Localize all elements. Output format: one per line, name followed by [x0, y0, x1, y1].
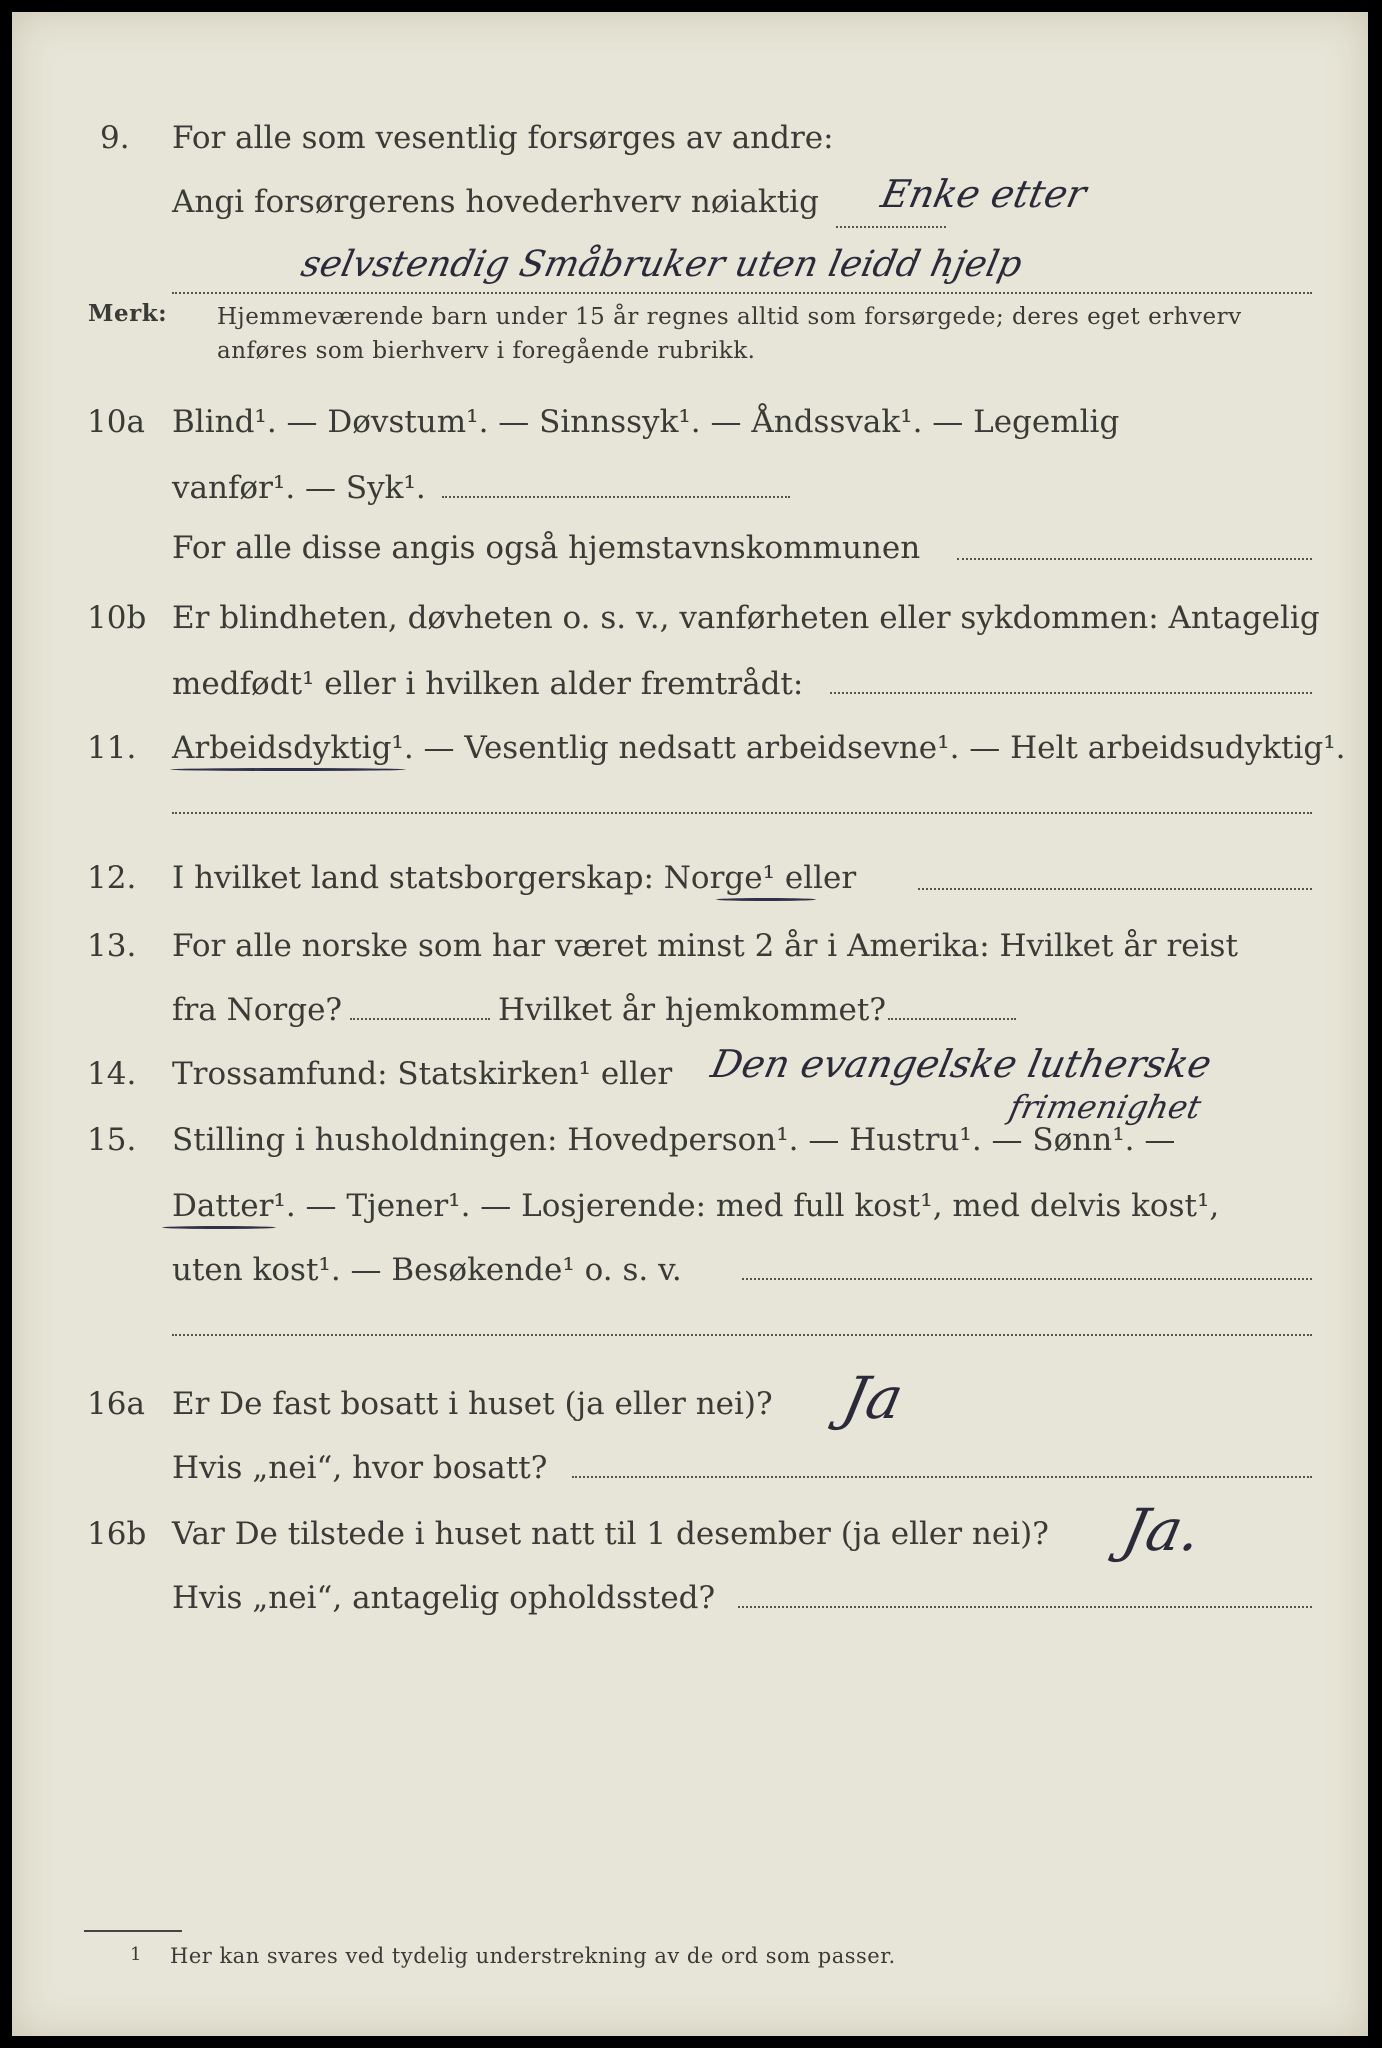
footnote-text: Her kan svares ved tydelig understrekning av de ord som passer. [170, 1944, 896, 1968]
q11-answer-underline [170, 768, 406, 771]
q16a-text-1: Er De fast bosatt i huset (ja eller nei)? [172, 1386, 773, 1422]
q9-answer-line-1 [836, 226, 946, 228]
q10a-answer-line-2 [957, 558, 1312, 560]
footnote-rule [84, 1930, 182, 1932]
q16b-text-1: Var De tilstede i huset natt til 1 desember (ja eller nei)? [172, 1516, 1049, 1552]
q16b-answer-line [738, 1606, 1312, 1608]
q10a-number: 10a [87, 404, 145, 440]
q10a-text-1: Blind¹. — Døvstum¹. — Sinnssyk¹. — Åndssvak¹. — Legemlig [172, 404, 1120, 440]
q10a-answer-line-1 [442, 496, 790, 498]
q13-text-2a: fra Norge? [172, 992, 343, 1028]
q9-text-2: Angi forsørgerens hovederhverv nøiaktig [172, 184, 819, 220]
q15-answer-line-1 [742, 1278, 1312, 1280]
q15-answer-line-2 [172, 1334, 1312, 1336]
q15-text-1: Stilling i husholdningen: Hovedperson¹. — Hustru¹. — Sønn¹. — [172, 1122, 1176, 1158]
q13-answer-line-1 [350, 1018, 490, 1020]
q11-number: 11. [87, 730, 137, 766]
q9-handwritten-answer-2: selvstendig Småbruker uten leidd hjelp [297, 244, 1026, 285]
q11-text-1: Arbeidsdyktig¹. — Vesentlig nedsatt arbeidsevne¹. — Helt arbeidsudyktig¹. [172, 730, 1346, 766]
q16a-text-2: Hvis „nei“, hvor bosatt? [172, 1450, 548, 1486]
q12-answer-line [918, 888, 1312, 890]
footnote-mark: 1 [130, 1944, 142, 1965]
q12-number: 12. [87, 860, 137, 896]
q15-text-2: Datter¹. — Tjener¹. — Losjerende: med full kost¹, med delvis kost¹, [172, 1188, 1220, 1224]
q16a-handwritten-answer: Ja [836, 1364, 910, 1432]
q10b-answer-line [830, 692, 1312, 694]
q13-text-2b: Hvilket år hjemkommet? [498, 992, 886, 1028]
note-text-1: Hjemmeværende barn under 15 år regnes alltid som forsørgede; deres eget erhverv [217, 304, 1242, 330]
q13-text-1: For alle norske som har været minst 2 år i Amerika: Hvilket år reist [172, 928, 1238, 964]
census-form-page [12, 12, 1368, 2036]
q9-handwritten-answer-1: Enke etter [877, 172, 1091, 216]
q14-text-1: Trossamfund: Statskirken¹ eller [172, 1056, 673, 1092]
q10b-text-2: medfødt¹ eller i hvilken alder fremtrådt: [172, 666, 804, 702]
q16a-number: 16a [87, 1386, 145, 1422]
q14-handwritten-answer-1: Den evangelske lutherske [707, 1042, 1216, 1086]
q10a-text-2: vanfør¹. — Syk¹. [172, 470, 426, 506]
q13-number: 13. [87, 928, 137, 964]
q9-number: 9. [100, 120, 130, 156]
note-label: Merk: [88, 300, 168, 327]
q12-text-1: I hvilket land statsborgerskap: Norge¹ eller [172, 860, 857, 896]
q15-number: 15. [87, 1122, 137, 1158]
q15-text-3: uten kost¹. — Besøkende¹ o. s. v. [172, 1252, 682, 1288]
q16b-number: 16b [87, 1516, 147, 1552]
q16b-text-2: Hvis „nei“, antagelig opholdssted? [172, 1580, 716, 1616]
note-text-2: anføres som bierhverv i foregående rubrikk. [217, 338, 756, 364]
q14-handwritten-answer-2: frimenighet [1005, 1088, 1205, 1126]
q12-answer-underline [716, 898, 816, 901]
q15-answer-underline [162, 1226, 276, 1229]
q16a-answer-line [572, 1476, 1312, 1478]
q10b-text-1: Er blindheten, døvheten o. s. v., vanførheten eller sykdommen: Antagelig [172, 600, 1320, 636]
q13-answer-line-2 [888, 1018, 1016, 1020]
q14-number: 14. [87, 1056, 137, 1092]
q9-answer-line-2 [172, 292, 1312, 294]
q9-text-1: For alle som vesentlig forsørges av andre: [172, 120, 834, 156]
q10a-text-3: For alle disse angis også hjemstavnskommunen [172, 530, 921, 566]
q10b-number: 10b [87, 600, 147, 636]
q11-answer-line [172, 812, 1312, 814]
q16b-handwritten-answer: Ja. [1116, 1496, 1208, 1564]
